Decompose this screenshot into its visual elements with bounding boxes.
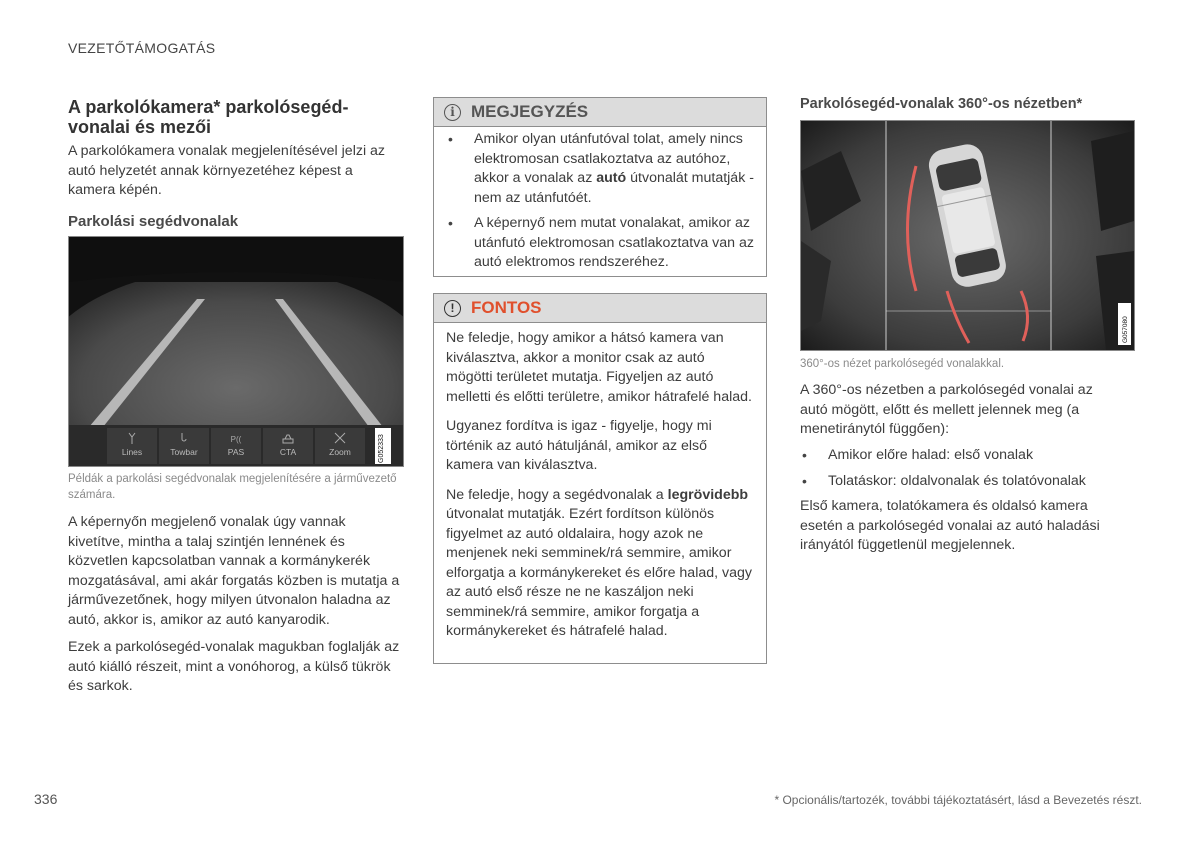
important-paragraph-2: Ugyanez fordítva is igaz - figyelje, hogy mi történik az autó hátuljánál, amikor az első kamera van kiválasztva.	[446, 418, 712, 473]
rear-camera-image	[69, 237, 403, 466]
360-view-figure	[800, 120, 1135, 351]
parking-lines-heading: Parkolási segédvonalak	[68, 213, 239, 230]
list-item: • Amikor előre halad: első vonalak	[800, 446, 1140, 466]
footnote: * Opcionális/tartozék, további tájékoztatásért, lásd a Bevezetés részt.	[774, 793, 1142, 807]
towbar-button-label: Towbar	[170, 447, 198, 457]
important-title: FONTOS	[471, 298, 542, 317]
360-view-image	[801, 121, 1134, 350]
intro-text: A parkolókamera vonalak megjelenítésével jelzi az autó helyzetét annak környezetéhez képest a kamera képén.	[68, 143, 386, 198]
figure-caption-left: Példák a parkolási segédvonalak megjelenítésére a járművezető számára.	[68, 473, 397, 501]
note-item: • Amikor olyan utánfutóval tolat, amely nincs elektromosan csatlakoztatva az autóhoz, akkor a vonalak az autó útvonalát mutatják - nem az utánfutóét.	[434, 130, 756, 208]
360-view-list	[800, 446, 1140, 491]
important-paragraph-1: Ne feledje, hogy amikor a hátsó kamera van kiválasztva, akkor a monitor csak az autó mögötti területet mutatja. Figyeljen az autó melletti és előtti területre, amikor hátrafelé halad.	[446, 330, 752, 405]
note-title: MEGJEGYZÉS	[471, 102, 589, 121]
camera-note-text: Első kamera, tolatókamera és oldalsó kamera esetén a parkolósegéd vonalai az autó haladási irányától függetlenül megjelennek.	[800, 498, 1100, 553]
lines-extent-text: Ezek a parkolósegéd-vonalak magukban foglalják az autó kiálló részeit, mint a vonóhorog, a külső tükrök és sarkok.	[68, 639, 400, 694]
section-header: VEZETŐTÁMOGATÁS	[68, 40, 216, 56]
info-icon: i	[444, 104, 461, 121]
figure-code-right: G057080	[1122, 316, 1129, 343]
list-item: • Tolatáskor: oldalvonalak és tolatóvonalak	[800, 472, 1140, 492]
note-list	[434, 130, 756, 273]
rear-camera-figure	[68, 236, 404, 467]
page-title: A parkolókamera* parkolósegéd-vonalai és mezői	[68, 97, 349, 137]
page-number: 336	[34, 791, 58, 807]
pas-button-label: PAS	[227, 447, 245, 457]
figure-code: G052333	[378, 434, 385, 463]
camera-control-buttons	[107, 428, 365, 464]
warning-icon: !	[444, 300, 461, 317]
zoom-button-label: Zoom	[329, 447, 351, 457]
note-box	[433, 97, 767, 277]
pas-icon: P((	[230, 435, 242, 444]
lines-button-label: Lines	[121, 447, 143, 457]
lines-description: A képernyőn megjelenő vonalak úgy vannak kivetítve, mintha a talaj szintjén lennének és közvetlen kapcsolatban vannak a kormánykerék mozgatásával, ami akár forgatás közben is mutatja a járművezetőnek, hogy milyen útvonalon haladna az autó, akkor is, amikor az autó kanyarodik.	[68, 514, 400, 628]
figure-caption-right: 360°-os nézet parkolósegéd vonalakkal.	[800, 358, 1005, 370]
360-view-heading: Parkolósegéd-vonalak 360°-os nézetben*	[800, 96, 1083, 112]
note-header	[434, 98, 766, 127]
important-header	[434, 294, 766, 323]
important-paragraph-3: Ne feledje, hogy a segédvonalak a legrövidebb útvonalat mutatják. Ezért fordítson különös figyelmet az autó oldalaira, hogy azok ne menjenek neki semminek/rá semmire, amikor elforgatja a kormánykereket és előre halad, vagy az autó első része ne ne kaszáljon neki semminek/rá semmire, amikor forgatja a kormánykereket és hátrafelé halad.	[446, 486, 752, 639]
360-view-description: A 360°-os nézetben a parkolósegéd vonalai az autó mögött, előtt és mellett jelennek meg (a menetiránytól függően):	[800, 382, 1093, 437]
important-box	[433, 293, 767, 664]
note-item: • A képernyő nem mutat vonalakat, amikor az utánfutó elektromosan csatlakoztatva van az autó elektromos rendszeréhez.	[434, 214, 756, 273]
cta-button-label: CTA	[279, 447, 297, 457]
